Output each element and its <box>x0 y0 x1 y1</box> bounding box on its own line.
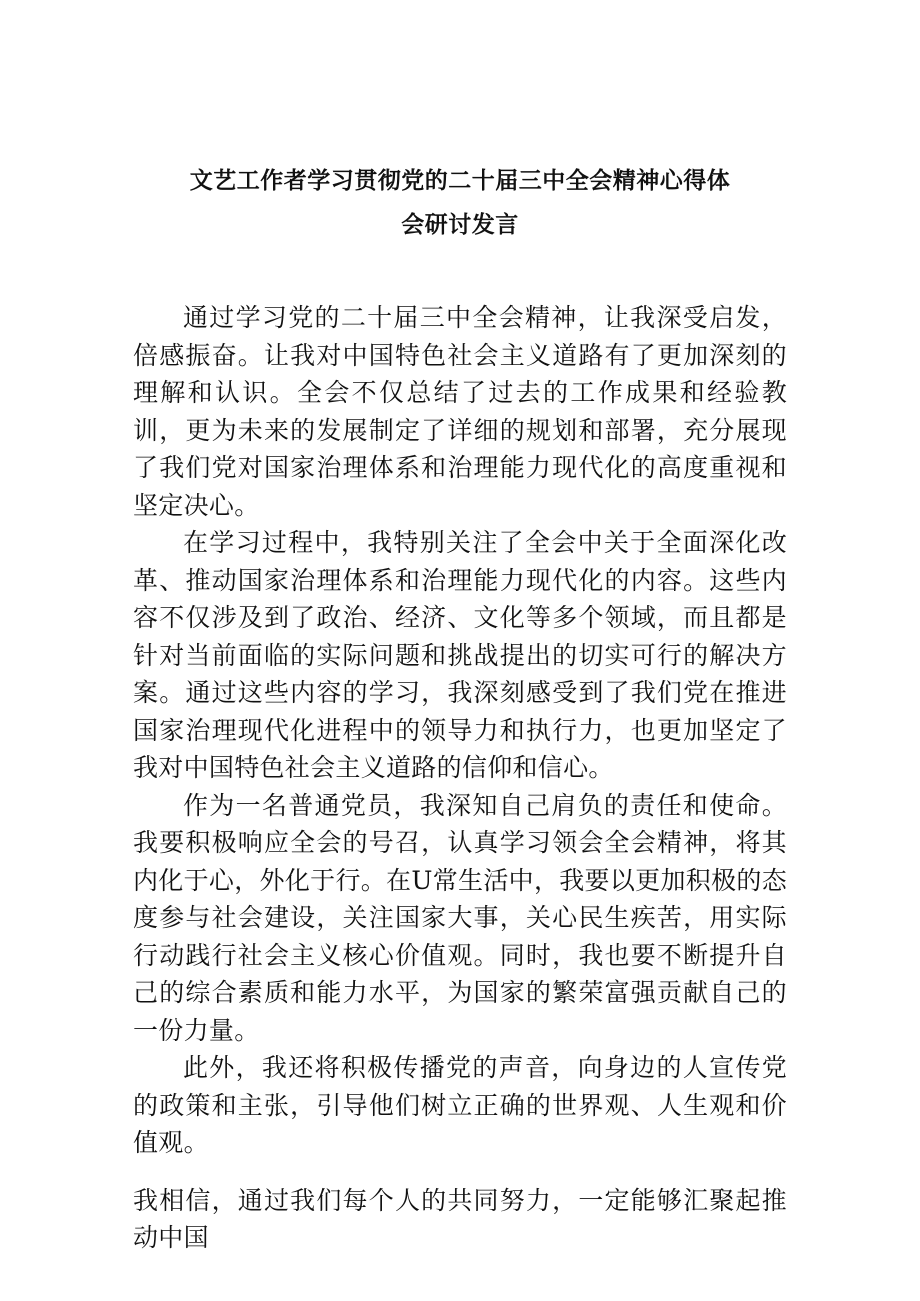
paragraph-1: 通过学习党的二十届三中全会精神，让我深受启发，倍感振奋。让我对中国特色社会主义道路有了更加深刻的理解和认识。全会不仅总结了过去的工作成果和经验教训，更为未来的发展制定了详细的规划和部署，充分展现了我们党对国家治理体系和治理能力现代化的高度重视和坚定决心。 <box>133 303 787 520</box>
paragraph-3: 作为一名普通党员，我深知自己肩负的责任和使命。我要积极响应全会的号召，认真学习领会全会精神，将其内化于心，外化于行。在U常生活中，我要以更加积极的态度参与社会建设，关注国家大事，关心民生疾苦，用实际行动践行社会主义核心价值观。同时，我也要不断提升自己的综合素质和能力水平，为国家的繁荣富强贡献自己的一份力量。 <box>133 790 787 1045</box>
document-title-line-2: 会研讨发言 <box>401 212 519 238</box>
paragraph-2: 在学习过程中，我特别关注了全会中关于全面深化改革、推动国家治理体系和治理能力现代化的内容。这些内容不仅涉及到了政治、经济、文化等多个领域，而且都是针对当前面临的实际问题和挑战提出的切实可行的解决方案。通过这些内容的学习，我深刻感受到了我们党在推进国家治理现代化进程中的领导力和执行力，也更加坚定了我对中国特色社会主义道路的信仰和信心。 <box>133 528 787 782</box>
document-body <box>133 299 787 1257</box>
paragraph-5: 我相信，通过我们每个人的共同努力，一定能够汇聚起推动中国 <box>133 1185 787 1252</box>
document-title-line-1: 文艺工作者学习贯彻党的二十届三中全会精神心得体 <box>189 168 731 194</box>
paragraph-4: 此外，我还将积极传播党的声音，向身边的人宣传党的政策和主张，引导他们树立正确的世界观、人生观和价值观。 <box>133 1053 787 1157</box>
